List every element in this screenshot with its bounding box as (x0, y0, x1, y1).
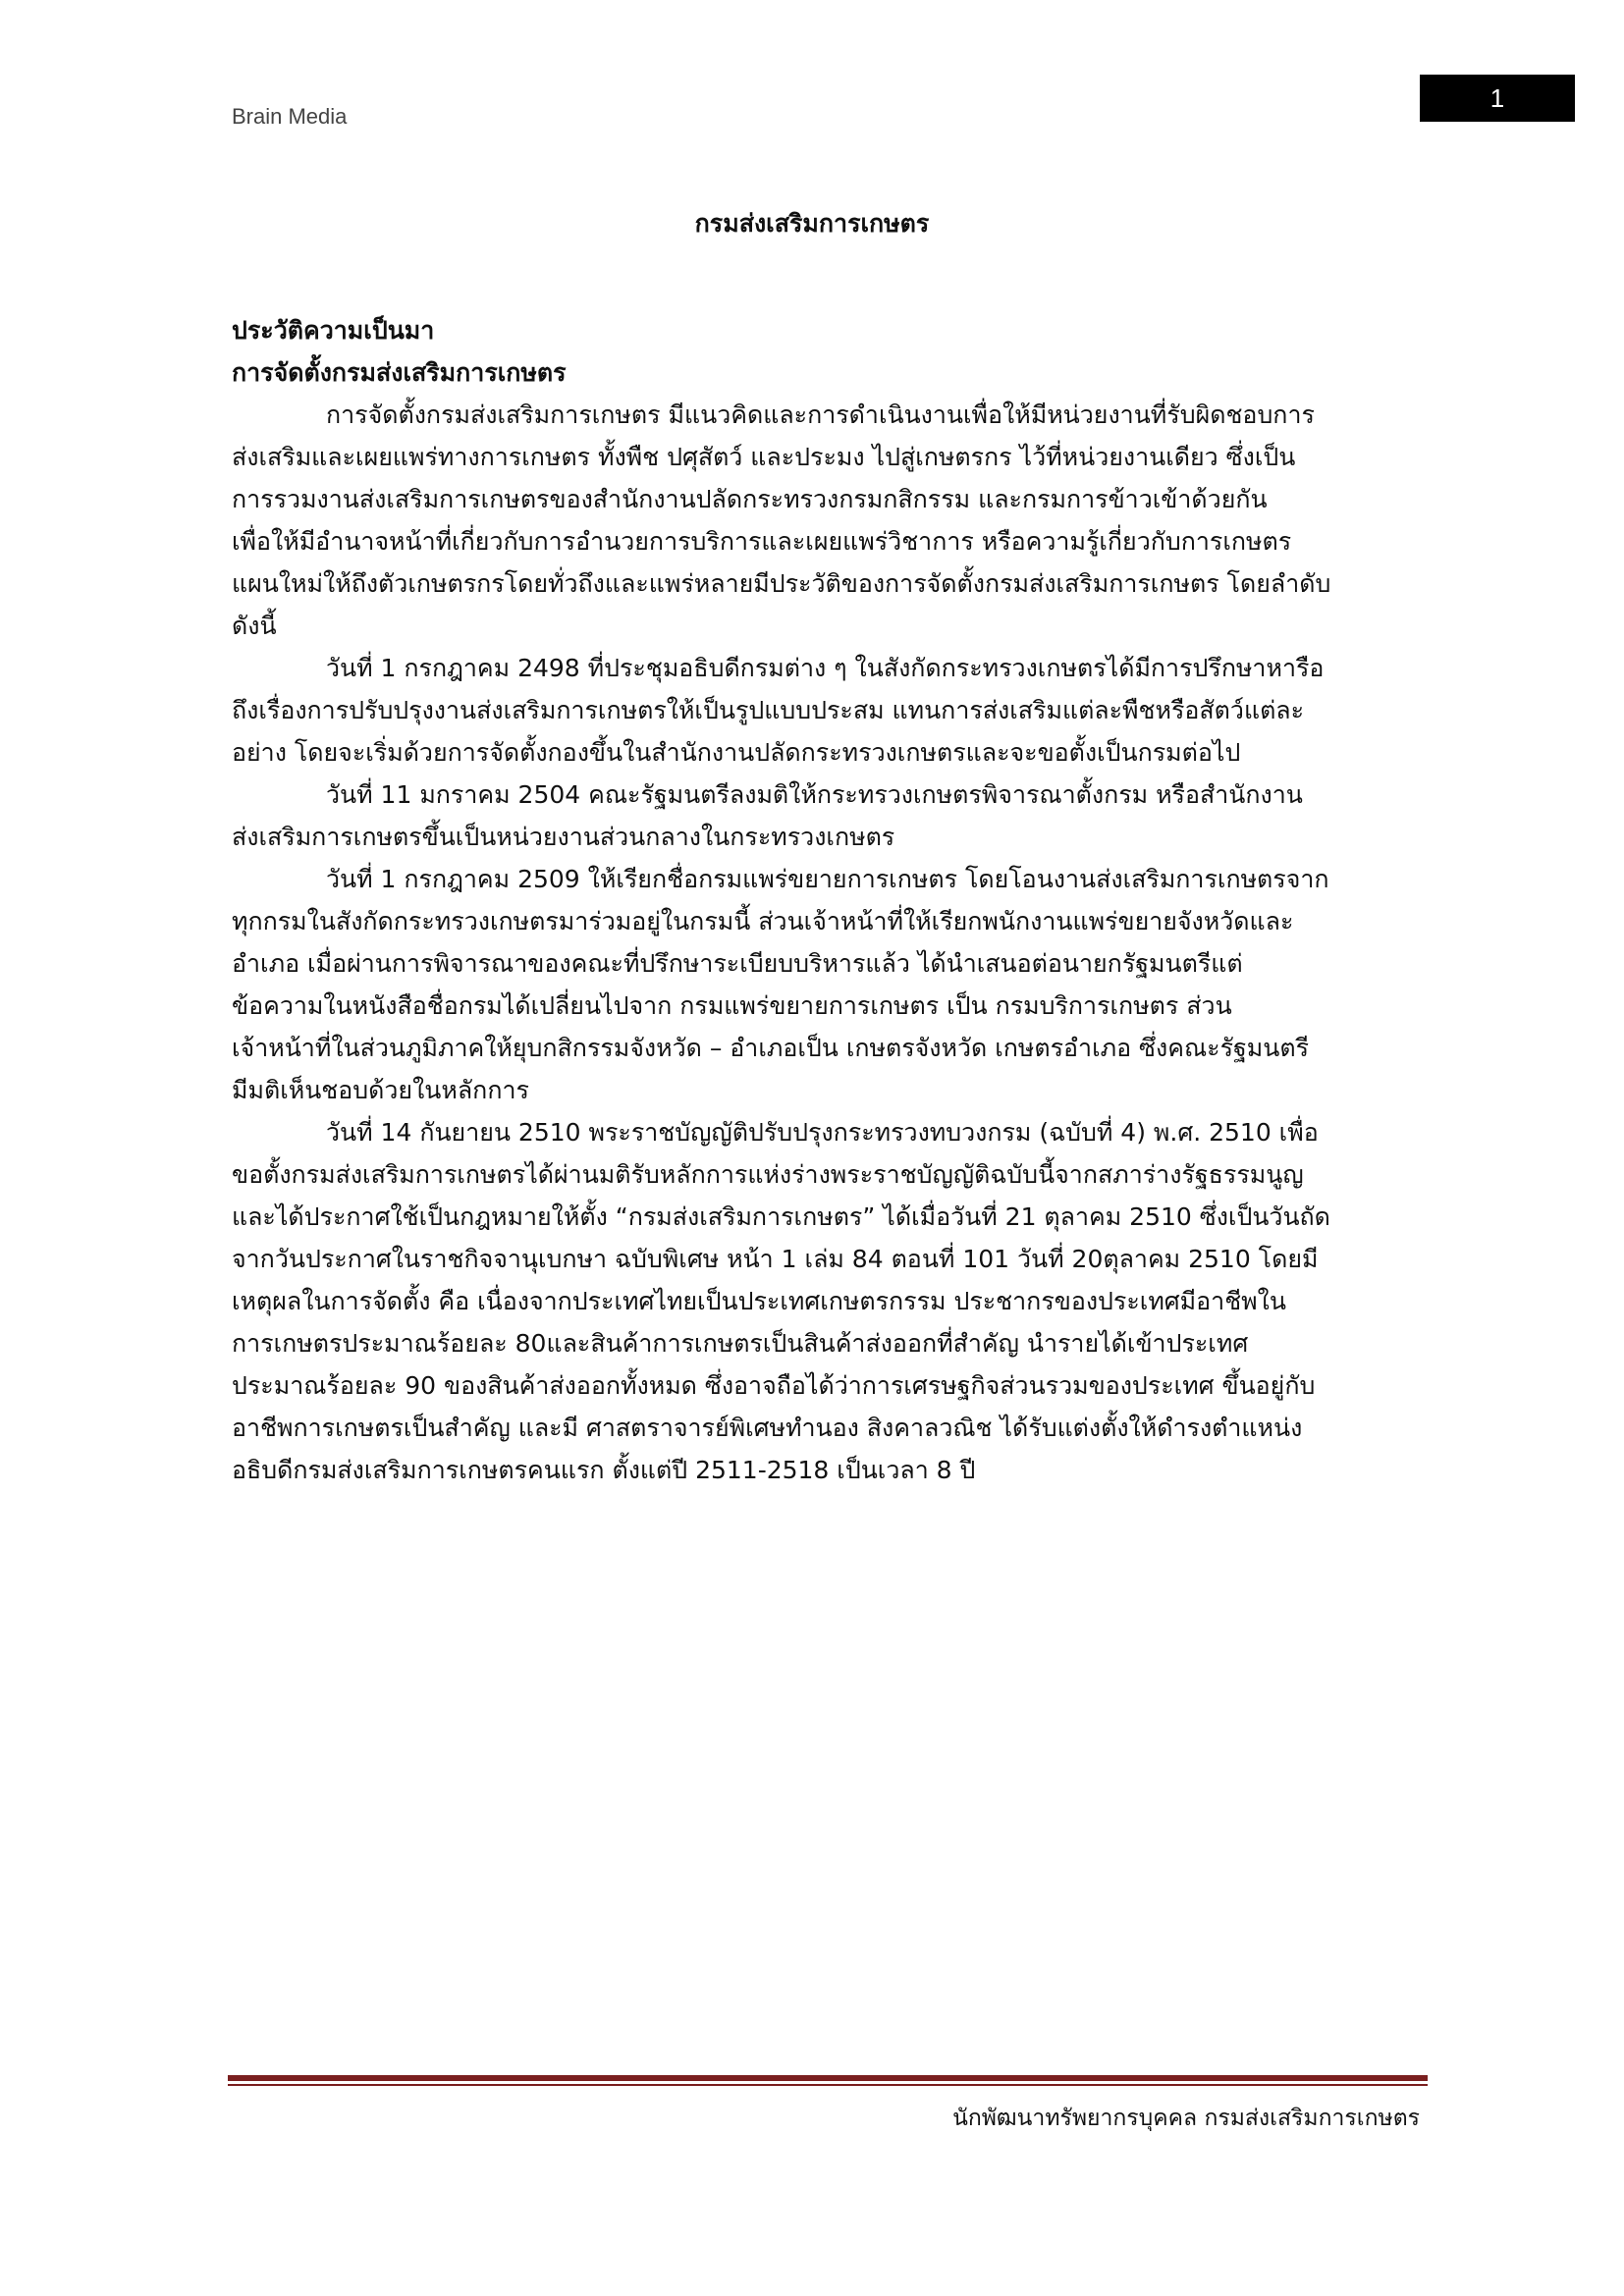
paragraph-line: การเกษตรประมาณร้อยละ 80และสินค้าการเกษตรเป็นสินค้าส่งออกที่สำคัญ นำรายได้เข้าประเทศ (232, 1329, 1249, 1358)
page-number: 1 (1489, 82, 1505, 113)
paragraph-line: และได้ประกาศใช้เป็นกฎหมายให้ตั้ง “กรมส่งเสริมการเกษตร” ได้เมื่อวันที่ 21 ตุลาคม 2510 ซึ่งเป็นวันถัด (232, 1202, 1330, 1231)
paragraph-line: วันที่ 1 กรกฎาคม 2509 ให้เรียกชื่อกรมแพร่ขยายการเกษตร โดยโอนงานส่งเสริมการเกษตรจาก (326, 865, 1329, 893)
footer-rule-thin (228, 2084, 1428, 2086)
paragraph-line: ถึงเรื่องการปรับปรุงงานส่งเสริมการเกษตรให้เป็นรูปแบบประสม แทนการส่งเสริมแต่ละพืชหรือสัตว์แต่ละ (232, 696, 1305, 724)
paragraph (232, 858, 1428, 1111)
footer-text: นักพัฒนาทรัพยากรบุคคล กรมส่งเสริมการเกษตร (952, 2106, 1420, 2131)
paragraph-line: วันที่ 14 กันยายน 2510 พระราชบัญญัติปรับปรุงกระทรวงทบวงกรม (ฉบับที่ 4) พ.ศ. 2510 เพื่อ (326, 1118, 1319, 1147)
paragraph-line: อย่าง โดยจะเริ่มด้วยการจัดตั้งกองขึ้นในสำนักงานปลัดกระทรวงเกษตรและจะขอตั้งเป็นกรมต่อไป (232, 738, 1241, 767)
paragraph (232, 647, 1428, 774)
paragraph-line: แผนใหม่ให้ถึงตัวเกษตรกรโดยทั่วถึงและแพร่หลายมีประวัติของการจัดตั้งกรมส่งเสริมการเกษตร โดยลำดับ (232, 569, 1331, 598)
heading-establishment: การจัดตั้งกรมส่งเสริมการเกษตร (232, 358, 567, 387)
paragraph-line: อธิบดีกรมส่งเสริมการเกษตรคนแรก ตั้งแต่ปี 2511-2518 เป็นเวลา 8 ปี (232, 1456, 976, 1484)
document-body (232, 309, 1428, 1491)
paragraph-line: อาชีพการเกษตรเป็นสำคัญ และมี ศาสตราจารย์พิเศษทำนอง สิงคาลวณิช ได้รับแต่งตั้งให้ดำรงตำแหน่ง (232, 1414, 1303, 1442)
paragraph-line: วันที่ 1 กรกฎาคม 2498 ที่ประชุมอธิบดีกรมต่าง ๆ ในสังกัดกระทรวงเกษตรได้มีการปรึกษาหารือ (326, 654, 1325, 682)
paragraph-line: อำเภอ เมื่อผ่านการพิจารณาของคณะที่ปรึกษาระเบียบบริหารแล้ว ได้นำเสนอต่อนายกรัฐมนตรีแต่ (232, 949, 1243, 978)
paragraph-line: การจัดตั้งกรมส่งเสริมการเกษตร มีแนวคิดและการดำเนินงานเพื่อให้มีหน่วยงานที่รับผิดชอบการ (326, 400, 1315, 429)
paragraph-line: เจ้าหน้าที่ในส่วนภูมิภาคให้ยุบกสิกรรมจังหวัด – อำเภอเป็น เกษตรจังหวัด เกษตรอำเภอ ซึ่งคณะรัฐมนตรี (232, 1034, 1310, 1062)
paragraph-line: ดังนี้ (232, 612, 277, 640)
heading-history: ประวัติความเป็นมา (232, 316, 435, 345)
paragraph-line: ขอตั้งกรมส่งเสริมการเกษตรได้ผ่านมติรับหลักการแห่งร่างพระราชบัญญัติฉบับนี้จากสภาร่างรัฐธรรมนูญ (232, 1160, 1304, 1189)
paragraph-line: จากวันประกาศในราชกิจจานุเบกษา ฉบับพิเศษ หน้า 1 เล่ม 84 ตอนที่ 101 วันที่ 20ตุลาคม 2510 โดยมี (232, 1245, 1319, 1273)
paragraph-line: ประมาณร้อยละ 90 ของสินค้าส่งออกทั้งหมด ซึ่งอาจถือได้ว่าการเศรษฐกิจส่วนรวมของประเทศ ขึ้นอยู่กับ (232, 1371, 1316, 1400)
paragraphs (232, 394, 1428, 1491)
paragraph-line: การรวมงานส่งเสริมการเกษตรของสำนักงานปลัดกระทรวงกรมกสิกรรม และกรมการข้าวเข้าด้วยกัน (232, 485, 1268, 513)
paragraph-line: วันที่ 11 มกราคม 2504 คณะรัฐมนตรีลงมติให้กระทรวงเกษตรพิจารณาตั้งกรม หรือสำนักงาน (326, 780, 1303, 809)
paragraph-line: เพื่อให้มีอำนาจหน้าที่เกี่ยวกับการอำนวยการบริการและเผยแพร่วิชาการ หรือความรู้เกี่ยวกับการเกษตร (232, 527, 1292, 556)
paragraph (232, 774, 1428, 858)
header-brand: Brain Media (232, 104, 348, 129)
paragraph-line: เหตุผลในการจัดตั้ง คือ เนื่องจากประเทศไทยเป็นประเทศเกษตรกรรม ประชากรของประเทศมีอาชีพใน (232, 1287, 1286, 1315)
paragraph (232, 1111, 1428, 1491)
footer-rule-thick (228, 2075, 1428, 2081)
footer-rule (228, 2075, 1428, 2086)
paragraph-line: ทุกกรมในสังกัดกระทรวงเกษตรมาร่วมอยู่ในกรมนี้ ส่วนเจ้าหน้าที่ให้เรียกพนักงานแพร่ขยายจังหวัดและ (232, 907, 1294, 935)
paragraph-line: ข้อความในหนังสือชื่อกรมได้เปลี่ยนไปจาก กรมแพร่ขยายการเกษตร เป็น กรมบริการเกษตร ส่วน (232, 991, 1232, 1020)
paragraph-line: ส่งเสริมและเผยแพร่ทางการเกษตร ทั้งพืช ปศุสัตว์ และประมง ไปสู่เกษตรกร ไว้ที่หน่วยงานเดียว ซึ่งเป็น (232, 443, 1296, 471)
page-number-box (1420, 75, 1575, 122)
paragraph (232, 394, 1428, 647)
document-title: กรมส่งเสริมการเกษตร (694, 209, 930, 238)
paragraph-line: มีมติเห็นชอบด้วยในหลักการ (232, 1076, 529, 1104)
paragraph-line: ส่งเสริมการเกษตรขึ้นเป็นหน่วยงานส่วนกลางในกระทรวงเกษตร (232, 823, 895, 851)
